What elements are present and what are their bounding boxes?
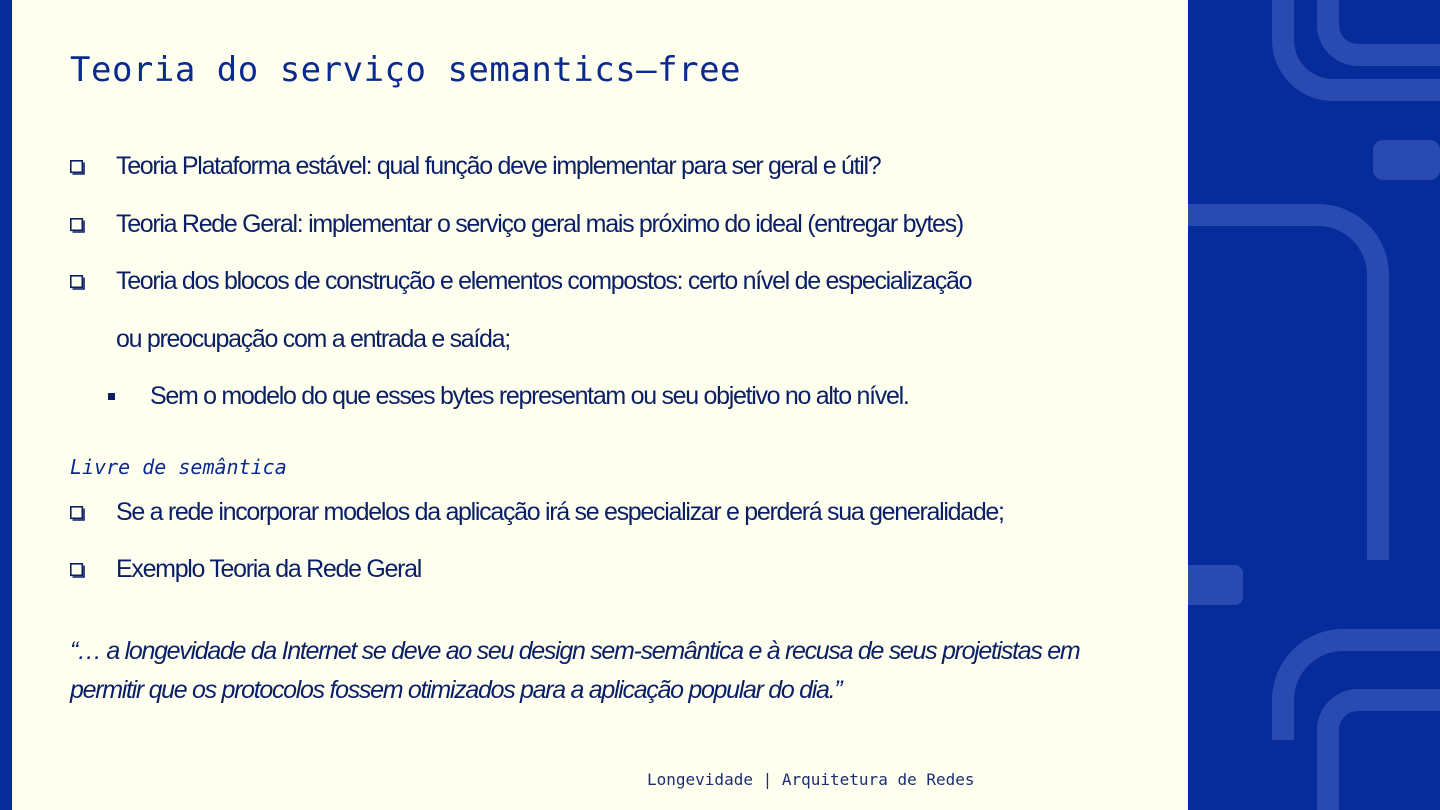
slide-title: Teoria do serviço semantics–free: [70, 50, 742, 90]
checkbox-bullet-icon: [70, 160, 85, 175]
decorative-pattern: [1188, 0, 1440, 810]
section-label: Livre de semântica: [70, 455, 287, 479]
checkbox-bullet-icon: [70, 563, 85, 578]
slide-footer: Longevidade | Arquitetura de Redes: [647, 770, 975, 789]
sub-bullet-text: Sem o modelo do que esses bytes representam ou seu objetivo no alto nível.: [150, 382, 909, 410]
checkbox-bullet-icon: [70, 218, 85, 233]
bullet-text: Exemplo Teoria da Rede Geral: [116, 555, 421, 583]
left-accent-bar: [0, 0, 12, 810]
bullet-text: Teoria dos blocos de construção e elementos compostos: certo nível de especialização: [116, 267, 972, 295]
square-sub-bullet-icon: [108, 393, 115, 400]
bullet-text: Teoria Rede Geral: implementar o serviço geral mais próximo do ideal (entregar bytes): [116, 210, 963, 238]
checkbox-bullet-icon: [70, 275, 85, 290]
decorative-side-panel: [1188, 0, 1440, 810]
quote-text: “… a longevidade da Internet se deve ao seu design sem-semântica e à recusa de seus projetistas em permitir que os protocolos fossem otimizados para a aplicação popular do dia.”: [70, 637, 1080, 704]
bullet-text: Teoria Plataforma estável: qual função deve implementar para ser geral e útil?: [116, 152, 881, 180]
bullet-text: Se a rede incorporar modelos da aplicação irá se especializar e perderá sua generalidade;: [116, 498, 1004, 526]
bullet-continuation: ou preocupação com a entrada e saída;: [116, 325, 510, 353]
checkbox-bullet-icon: [70, 506, 85, 521]
